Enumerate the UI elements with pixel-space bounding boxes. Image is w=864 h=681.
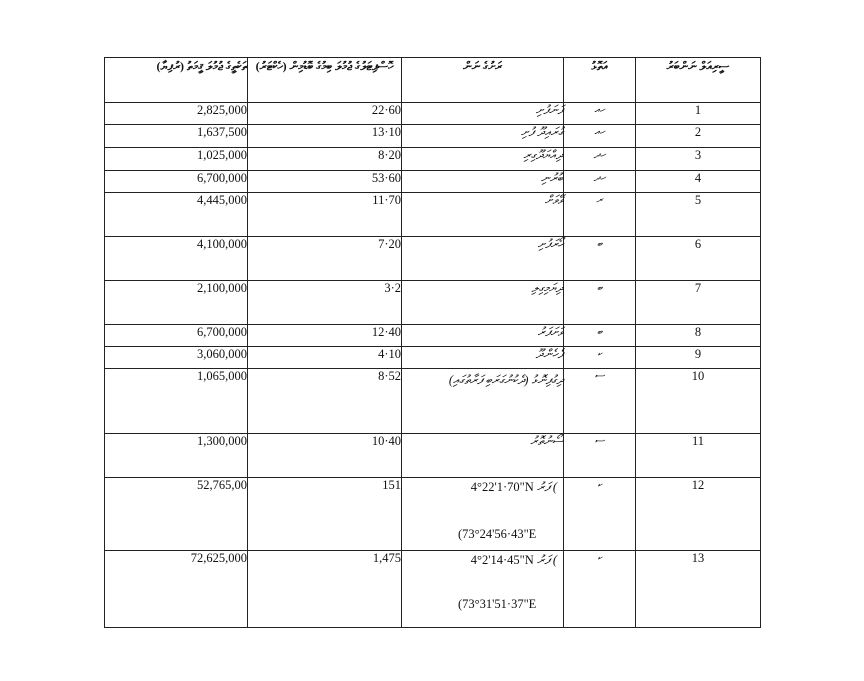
cell-island: ދިޔަމިގިލި (402, 281, 564, 325)
cell-serial: 11 (636, 434, 761, 478)
island-prefix: ފަރު ( (536, 553, 557, 567)
cell-value: 1,025,000 (105, 148, 248, 171)
cell-island: ދިގުފިނޮޅު (ދެކުނުގަރަބި ފަރާތުގައި) (402, 369, 564, 434)
table-row (105, 325, 761, 347)
cell-value: 2,100,000 (105, 281, 248, 325)
cell-island: ހޯރަފުށި (402, 237, 564, 281)
cell-value: 72,625,000 (105, 551, 248, 628)
cell-value: 6,700,000 (105, 171, 248, 193)
cell-island (402, 478, 564, 551)
cell-value: 1,065,000 (105, 369, 248, 434)
cell-area: 13·10 (248, 125, 402, 148)
cell-atoll: ހއ (564, 103, 636, 125)
cell-serial: 10 (636, 369, 761, 434)
table-row (105, 237, 761, 281)
cell-area: 4·10 (248, 347, 402, 369)
cell-serial: 9 (636, 347, 761, 369)
cell-island: ވޭވަށް (402, 193, 564, 237)
cell-value: 2,825,000 (105, 103, 248, 125)
cell-serial: 6 (636, 237, 761, 281)
cell-island: ފަނަފުށި (402, 103, 564, 125)
cell-area: 3·2 (248, 281, 402, 325)
header-area: ހޮސްޕިޓަލުގެ ޖުމުލަ ބިމުގެ ބޮޑުމިން (ހެކްޓަރު) (248, 58, 402, 103)
cell-area: 53·60 (248, 171, 402, 193)
cell-atoll: ކ (564, 478, 636, 551)
table-row (105, 125, 761, 148)
cell-atoll: ކ (564, 551, 636, 628)
cell-serial: 3 (636, 148, 761, 171)
table-row (105, 434, 761, 478)
cell-atoll: ބ (564, 281, 636, 325)
cell-island: ސޯނުތޮރު (402, 434, 564, 478)
cell-area: 8·20 (248, 148, 402, 171)
table-row (105, 281, 761, 325)
cell-atoll: ހދ (564, 171, 636, 193)
table-row (105, 148, 761, 171)
cell-value: 4,100,000 (105, 237, 248, 281)
cell-serial: 8 (636, 325, 761, 347)
cell-area: 151 (248, 478, 402, 551)
land-value-table (104, 57, 761, 628)
cell-value: 1,300,000 (105, 434, 248, 478)
cell-area: 10·40 (248, 434, 402, 478)
cell-atoll: ބ (564, 237, 636, 281)
table-row (105, 551, 761, 628)
coordinate-north (402, 478, 563, 495)
header-row (105, 58, 761, 103)
cell-atoll: ހދ (564, 148, 636, 171)
cell-island: ދިއްޔަދޫގިރި (402, 148, 564, 171)
cell-area: 22·60 (248, 103, 402, 125)
cell-serial: 7 (636, 281, 761, 325)
table-row (105, 171, 761, 193)
cell-island: ފެހެންދޫ (402, 347, 564, 369)
cell-value: 4,445,000 (105, 193, 248, 237)
cell-area: 11·70 (248, 193, 402, 237)
cell-island: ބުރުނި (402, 171, 564, 193)
cell-atoll: ސ (564, 369, 636, 434)
cell-serial: 2 (636, 125, 761, 148)
cell-serial: 13 (636, 551, 761, 628)
cell-atoll: ހއ (564, 125, 636, 148)
table-row (105, 369, 761, 434)
cell-island (402, 551, 564, 628)
cell-island: ގުރައިދޫ ފުށި (402, 125, 564, 148)
cell-value: 6,700,000 (105, 325, 248, 347)
cell-atoll: ބ (564, 325, 636, 347)
cell-serial: 4 (636, 171, 761, 193)
cell-area: 12·40 (248, 325, 402, 347)
cell-atoll: ސ (564, 434, 636, 478)
cell-serial: 5 (636, 193, 761, 237)
cell-area: 1,475 (248, 551, 402, 628)
coordinate-value: 4°22'1·70"N (470, 480, 534, 494)
header-value: ތަކެތީގެ ޖުމުލަ ޤީމަތު (ރުފިޔާ) (105, 58, 248, 103)
coordinate-value: 4°2'14·45"N (470, 553, 534, 567)
cell-value: 3,060,000 (105, 347, 248, 369)
table-row (105, 347, 761, 369)
cell-value: 52,765,00 (105, 478, 248, 551)
cell-island: ވަށަފަރު (402, 325, 564, 347)
coordinate-east: (73°24'56·43"E (458, 527, 537, 541)
cell-serial: 12 (636, 478, 761, 551)
cell-atoll: ކ (564, 347, 636, 369)
island-prefix: ފަރު ( (536, 480, 557, 494)
table-row (105, 103, 761, 125)
cell-atoll: ރ (564, 193, 636, 237)
cell-area: 8·52 (248, 369, 402, 434)
cell-value: 1,637,500 (105, 125, 248, 148)
header-serial: ސީރިއަލް ނަންބަރު (636, 58, 761, 103)
header-island: ރަށުގެ ނަން (402, 58, 564, 103)
cell-area: 7·20 (248, 237, 402, 281)
coordinate-north (402, 551, 563, 568)
coordinate-east: (73°31'51·37"E (458, 597, 537, 611)
table-row (105, 478, 761, 551)
header-atoll: އަތޮޅު (564, 58, 636, 103)
table-row (105, 193, 761, 237)
cell-serial: 1 (636, 103, 761, 125)
